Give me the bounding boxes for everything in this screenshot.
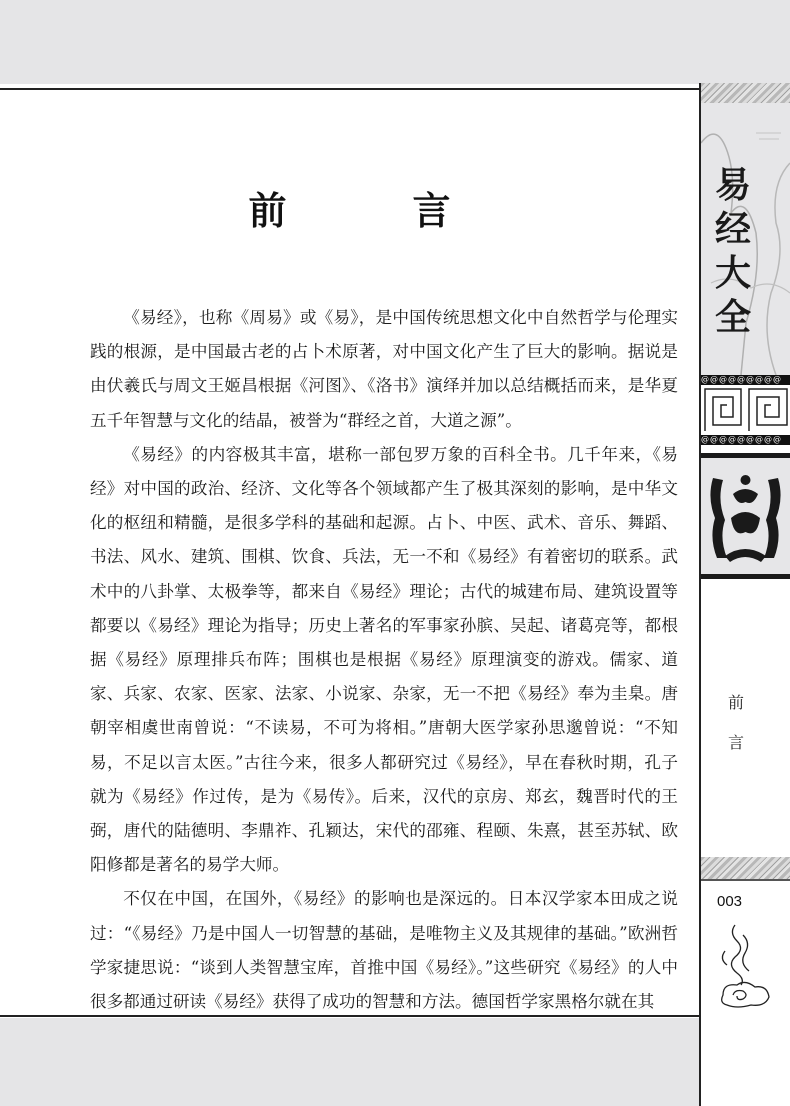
scroll-border-bottom: @@@@@@@@@ [701,435,790,445]
meander-key-icon [701,385,790,435]
body-text [90,301,678,1019]
top-margin-band [0,0,790,84]
section-char: 前 [727,693,744,712]
book-title-char: 大 [714,252,751,294]
sidebar-strip [699,83,790,1106]
paragraph-1: 《易经》，也称《周易》或《易》，是中国传统思想文化中自然哲学与伦理实践的根源，是中国最古老的占卜术原著，对中国文化产生了巨大的影响。据说是由伏羲氏与周文王姬昌根据《河图》、《洛书》演绎并加以总结概括而来，是华夏五千年智慧与文化的结晶，被誉为“群经之首，大道之源”。 [90,308,678,430]
meander-pattern-icon [701,375,790,445]
floral-ornament-graphic [701,458,790,574]
bottom-margin-band [0,1018,700,1106]
cloud-ornament-icon [715,921,775,1011]
scroll-border-top: @@@@@@@@@ [701,375,790,385]
divider [701,879,790,881]
section-char: 言 [727,733,744,752]
landscape-painting-icon [701,103,790,375]
section-label-vertical [721,683,751,763]
wave-pattern-icon [701,857,790,879]
book-title-char: 经 [714,208,751,250]
wave-pattern-icon [701,83,790,103]
book-title-char: 全 [714,296,751,338]
book-title-char: 易 [714,164,751,206]
book-title-vertical [713,163,753,339]
paragraph-3: 不仅在中国，在国外，《易经》的影响也是深远的。日本汉学家本田成之说过：“《易经》乃是中国人一切智慧的基础，是唯物主义及其规律的基础。”欧洲哲学家捷思说：“谈到人类智慧宝库，首推中国《易经》。”这些研究《易经》的人中很多都通过研读《易经》获得了成功的智慧和方法。德国哲学家黑格尔就在其 [90,889,678,1012]
page-number: 003 [717,893,743,910]
floral-ornament-icon [701,453,790,579]
paragraph-2: 《易经》的内容极其丰富，堪称一部包罗万象的百科全书。几千年来，《易经》对中国的政治、经济、文化等各个领域都产生了极其深刻的影响，是中华文化的枢纽和精髓，是很多学科的基础和起源。占卜、中医、武术、音乐、舞蹈、书法、风水、建筑、围棋、饮食、兵法，无一不和《易经》有着密切的联系。武术中的八卦掌、太极拳等，都来自《易经》理论；古代的城建布局、建筑设置等都要以《易经》理论为指导；历史上著名的军事家孙膑、吴起、诸葛亮等，都根据《易经》原理排兵布阵；围棋也是根据《易经》原理演变的游戏。儒家、道家、兵家、农家、医家、法家、小说家、杂家，无一不把《易经》奉为圭臬。唐朝宰相虞世南曾说：“不读易，不可为将相。”唐朝大医学家孙思邈曾说：“不知易，不足以言太医。”古往今来，很多人都研究过《易经》，早在春秋时期，孔子就为《易经》作过传，是为《易传》。后来，汉代的京房、郑玄，魏晋时代的王弼，唐代的陆德明、李鼎祚、孔颖达，宋代的邵雍、程颐、朱熹，甚至苏轼、欧阳修都是著名的易学大师。 [90,444,678,875]
page-title: 前 言 [248,188,495,233]
